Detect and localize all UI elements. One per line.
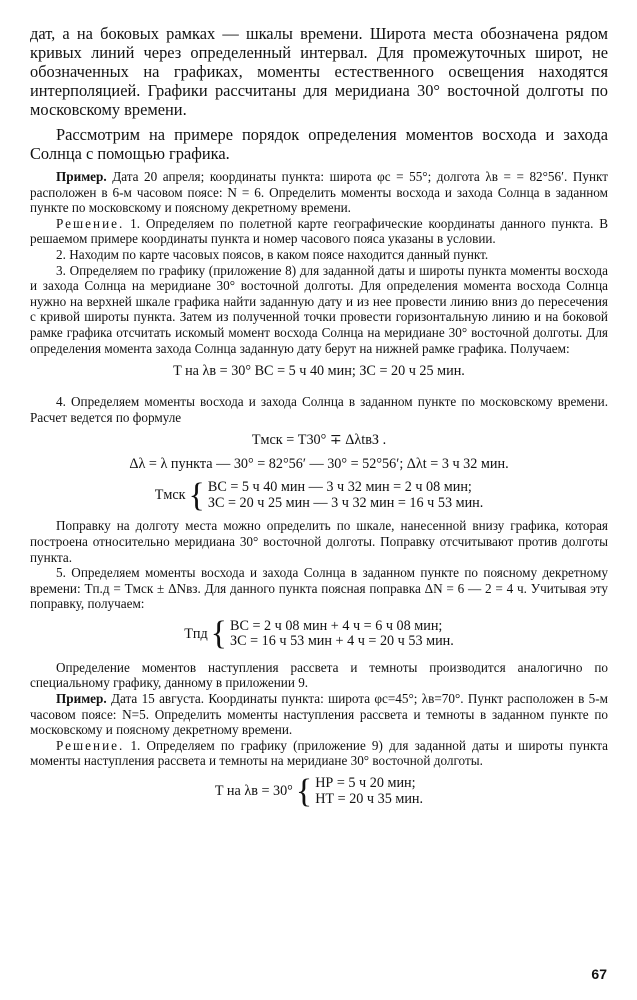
formula-sun-times: T на λв = 30° ВС = 5 ч 40 мин; ЗС = 20 ч 25 мин. <box>173 363 465 380</box>
tpd-line-2: ЗС = 16 ч 53 мин + 4 ч = 20 ч 53 мин. <box>230 633 454 650</box>
formula-moscow-time: Tмск = T30° ∓ ΔλtвЗ . <box>251 432 387 449</box>
solution-label: Решение. <box>56 737 125 753</box>
correction-paragraph: Поправку на долготу места можно определить по шкале, нанесенной внизу графика, которая построена относительно меридиана 30° восточной долготы. Поправку отсчитывают против долготы пункта. <box>30 518 608 565</box>
twilight-line-2: НТ = 20 ч 35 мин. <box>315 790 424 807</box>
formula-longitude-diff: Δλ = λ пункта — 30° = 82°56′ — 30° = 52°56′; Δλt = 3 ч 32 мин. <box>129 456 509 473</box>
example-2-step-1 <box>30 738 608 769</box>
page-number: 67 <box>591 966 607 982</box>
step-text: 1. Определяем по графику (приложение 9) для заданной даты и широты пункта моменты наступления рассвета и темноты на меридиане 30° восточной долготы. <box>30 737 608 769</box>
brace-icon: { <box>188 476 205 514</box>
moscow-time-results <box>30 476 608 514</box>
tmsk-line-1: ВС = 5 ч 40 мин — 3 ч 32 мин = 2 ч 08 мин; <box>207 479 472 496</box>
solution-label: Решение. <box>56 215 125 231</box>
solution-step-1 <box>30 216 608 247</box>
solution-step-3: 3. Определяем по графику (приложение 8) для заданной даты и широты пункта моменты восхода и захода Солнца на меридиане 30° восточной долготы. Для определения момента восхода Солнца нужно на верхней шкале графика найти заданную дату и из нее провести линию вниз до пересечения с кривой широты пункта. Затем из полученной точки провести горизонтальную линию и на боковой рамке графика отсчитать искомый момент восхода Солнца на меридиане 30° восточной долготы. Для определения момента захода Солнца заданную дату берут на нижней рамке графика. Получаем: <box>30 262 608 356</box>
intro-paragraph-2: Рассмотрим на примере порядок определения моментов восхода и захода Солнца с помощью графика. <box>30 125 608 163</box>
tmsk-line-2: ЗС = 20 ч 25 мин — 3 ч 32 мин = 16 ч 53 мин. <box>207 494 484 511</box>
tmsk-label: Tмск <box>154 487 186 504</box>
example-label: Пример. <box>56 169 107 184</box>
step-text: 1. Определяем по полетной карте географические координаты данного пункта. В решаемом примере координаты пункта и номер часового пояса указаны в условии. <box>30 215 608 247</box>
example-1 <box>30 169 608 216</box>
twilight-formula-label: T на λв = 30° <box>214 783 293 800</box>
twilight-results <box>30 772 608 810</box>
example-2 <box>30 691 608 738</box>
brace-icon: { <box>295 772 313 810</box>
tpd-label: Tпд <box>184 625 208 642</box>
brace-icon: { <box>210 615 227 653</box>
tpd-line-1: ВС = 2 ч 08 мин + 4 ч = 6 ч 08 мин; <box>230 617 443 634</box>
twilight-paragraph: Определение моментов наступления рассвета и темноты производится аналогично по специальному графику, данному в приложении 9. <box>30 659 608 691</box>
solution-step-5: 5. Определяем моменты восхода и захода Солнца в заданном пункте по поясному декретному времени: Tп.д = Tмск ± ΔNвз. Для данного пункта поясная поправка ΔN = 6 — 2 = 4 ч. Учитывая эту поправку, получаем: <box>30 565 608 612</box>
example-text: Дата 15 августа. Координаты пункта: широта φс=45°; λв=70°. Пункт расположен в 5-м часовом поясе: N=5. Определить моменты наступления рассвета и темноты в заданном пункте по московскому и поясному декретному времени. <box>30 691 608 738</box>
solution-step-2: 2. Находим по карте часовых поясов, в каком поясе находится данный пункт. <box>56 246 489 262</box>
example-label: Пример. <box>56 691 107 707</box>
zone-time-results <box>30 615 608 653</box>
intro-paragraph: дат, а на боковых рамках — шкалы времени. Широта места обозначена рядом кривых линий через определенный интервал. Для промежуточных широт, не обозначенных на графиках, моменты естественного освещения находятся интерполяцией. Графики рассчитаны для меридиана 30° восточной долготы по московскому времени. <box>30 24 608 119</box>
solution-step-4: 4. Определяем моменты восхода и захода Солнца в заданном пункте по московскому времени. Расчет ведется по формуле <box>30 394 608 425</box>
twilight-line-1: НР = 5 ч 20 мин; <box>315 775 416 792</box>
page-body <box>30 24 608 814</box>
example-text: Дата 20 апреля; координаты пункта: широта φс = 55°; долгота λв = = 82°56′. Пункт расположен в 6-м часовом поясе: N = 6. Определить моменты восхода и захода Солнца в заданном пункте по московскому и поясному декретному времени. <box>30 169 608 216</box>
